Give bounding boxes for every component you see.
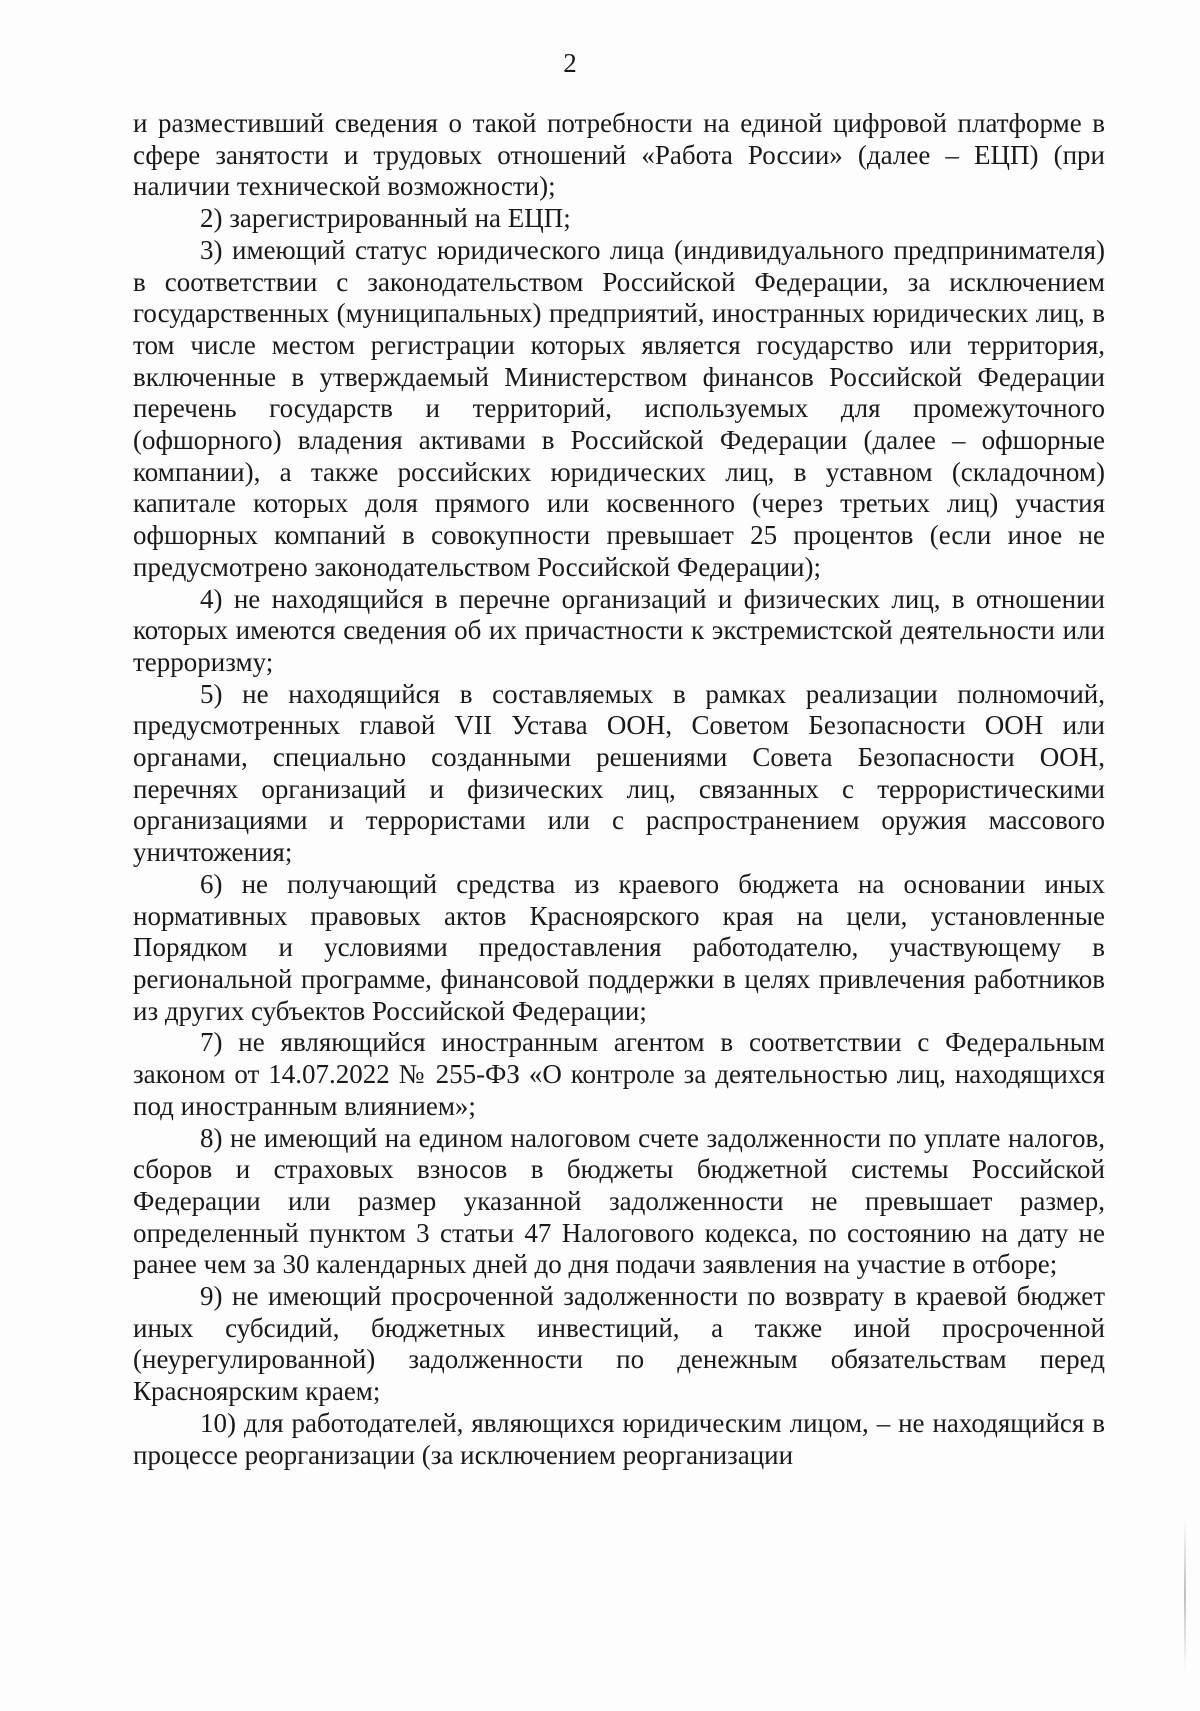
page-number: 2 [563, 48, 577, 78]
paragraph-item-5: 5) не находящийся в составляемых в рамках реализации полномочий, предусмотренных главой VII Устава ООН, Советом Безопасности ООН или органами, специально созданными решениями Совета Безопасности ООН, перечнях организаций и физических лиц, связанных с террористическими организациями и террористами или с распространением оружия массового уничтожения; [133, 678, 1105, 868]
scan-edge-mark [1184, 1520, 1186, 1670]
paragraph-item-9: 9) не имеющий просроченной задолженности по возврату в краевой бюджет иных субсидий, бюджетных инвестиций, а также иной просроченной (неурегулированной) задолженности по денежным обязательствам перед Красноярским краем; [133, 1281, 1105, 1407]
document-body [133, 108, 1105, 1471]
paragraph-item-7: 7) не являющийся иностранным агентом в соответствии с Федеральным законом от 14.07.2022 № 255-ФЗ «О контроле за деятельностью лиц, находящихся под иностранным влиянием»; [133, 1027, 1105, 1121]
paragraph-item-6: 6) не получающий средства из краевого бюджета на основании иных нормативных правовых актов Красноярского края на цели, установленные Порядком и условиями предоставления работодателю, участвующему в региональной программе, финансовой поддержки в целях привлечения работников из других субъектов Российской Федерации; [133, 868, 1105, 1026]
paragraph-item-3: 3) имеющий статус юридического лица (индивидуального предпринимателя) в соответствии с законодательством Российской Федерации, за исключением государственных (муниципальных) предприятий, иностранных юридических лиц, в том числе местом регистрации которых является государство или территория, включенные в утверждаемый Министерством финансов Российской Федерации перечень государств и территорий, используемых для промежуточного (офшорного) владения активами в Российской Федерации (далее – офшорные компании), а также российских юридических лиц, в уставном (складочном) капитале которых доля прямого или косвенного (через третьих лиц) участия офшорных компаний в совокупности превышает 25 процентов (если иное не предусмотрено законодательством Российской Федерации); [133, 234, 1105, 582]
paragraph-item-8: 8) не имеющий на едином налоговом счете задолженности по уплате налогов, сборов и страховых взносов в бюджеты бюджетной системы Российской Федерации или размер указанной задолженности не превышает размер, определенный пунктом 3 статьи 47 Налогового кодекса, по состоянию на дату не ранее чем за 30 календарных дней до дня подачи заявления на участие в отборе; [133, 1122, 1105, 1280]
paragraph-item-4: 4) не находящийся в перечне организаций и физических лиц, в отношении которых имеются сведения об их причастности к экстремистской деятельности или терроризму; [133, 583, 1105, 677]
paragraph-item-10: 10) для работодателей, являющихся юридическим лицом, – не находящийся в процессе реорганизации (за исключением реорганизации [133, 1407, 1105, 1470]
paragraph-item-2: 2) зарегистрированный на ЕЦП; [200, 203, 571, 234]
paragraph-continuation: и разместивший сведения о такой потребности на единой цифровой платформе в сфере занятости и трудовых отношений «Работа России» (далее – ЕЦП) (при наличии технической возможности); [133, 108, 1105, 202]
